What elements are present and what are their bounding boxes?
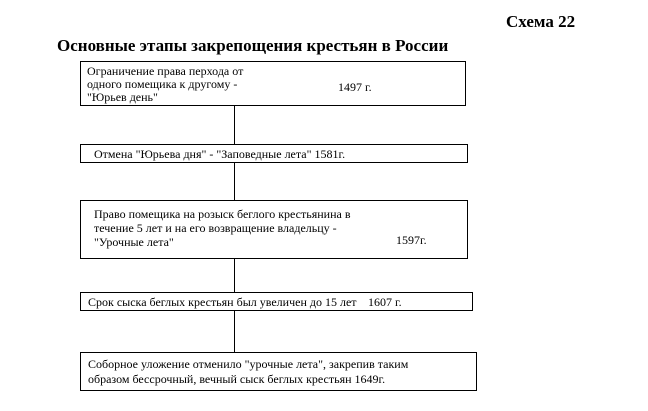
stage-box-3 — [80, 200, 468, 259]
stage-1-text-line-2: одного помещика к другому - — [87, 77, 238, 91]
stage-box-2 — [80, 144, 468, 163]
stage-3-year: 1597г. — [396, 233, 427, 247]
connector-line-2 — [234, 163, 235, 200]
stage-5-text-line-1: Соборное уложение отменило "урочные лета", закрепив таким — [88, 357, 409, 371]
connector-line-4 — [234, 311, 235, 352]
stage-box-1 — [80, 61, 466, 106]
connector-line-3 — [234, 259, 235, 292]
stage-3-text-line-3: "Урочные лета" — [94, 235, 174, 249]
stage-2-text-line-1: Отмена "Юрьева дня" - "Заповедные лета" 1581г. — [94, 147, 346, 161]
stage-5-text-line-2: образом бессрочный, вечный сыск беглых крестьян 1649г. — [88, 372, 386, 386]
stage-1-year: 1497 г. — [338, 80, 372, 94]
scheme-number-label: Схема 22 — [506, 12, 576, 31]
stage-1-text-line-3: "Юрьев день" — [87, 90, 158, 104]
connector-line-1 — [234, 106, 235, 144]
stage-4-text-line-1: Срок сыска беглых крестьян был увеличен до 15 лет — [88, 295, 357, 309]
stage-4-year: 1607 г. — [368, 295, 402, 309]
diagram-title: Основные этапы закрепощения крестьян в России — [57, 36, 449, 55]
stage-box-5 — [80, 352, 477, 391]
stage-3-text-line-2: течение 5 лет и на его возвращение владельцу - — [94, 221, 337, 235]
stage-box-4 — [80, 292, 473, 311]
stage-3-text-line-1: Право помещика на розыск беглого крестьянина в — [94, 207, 351, 221]
stage-1-text-line-1: Ограничение права перхода от — [87, 64, 244, 78]
